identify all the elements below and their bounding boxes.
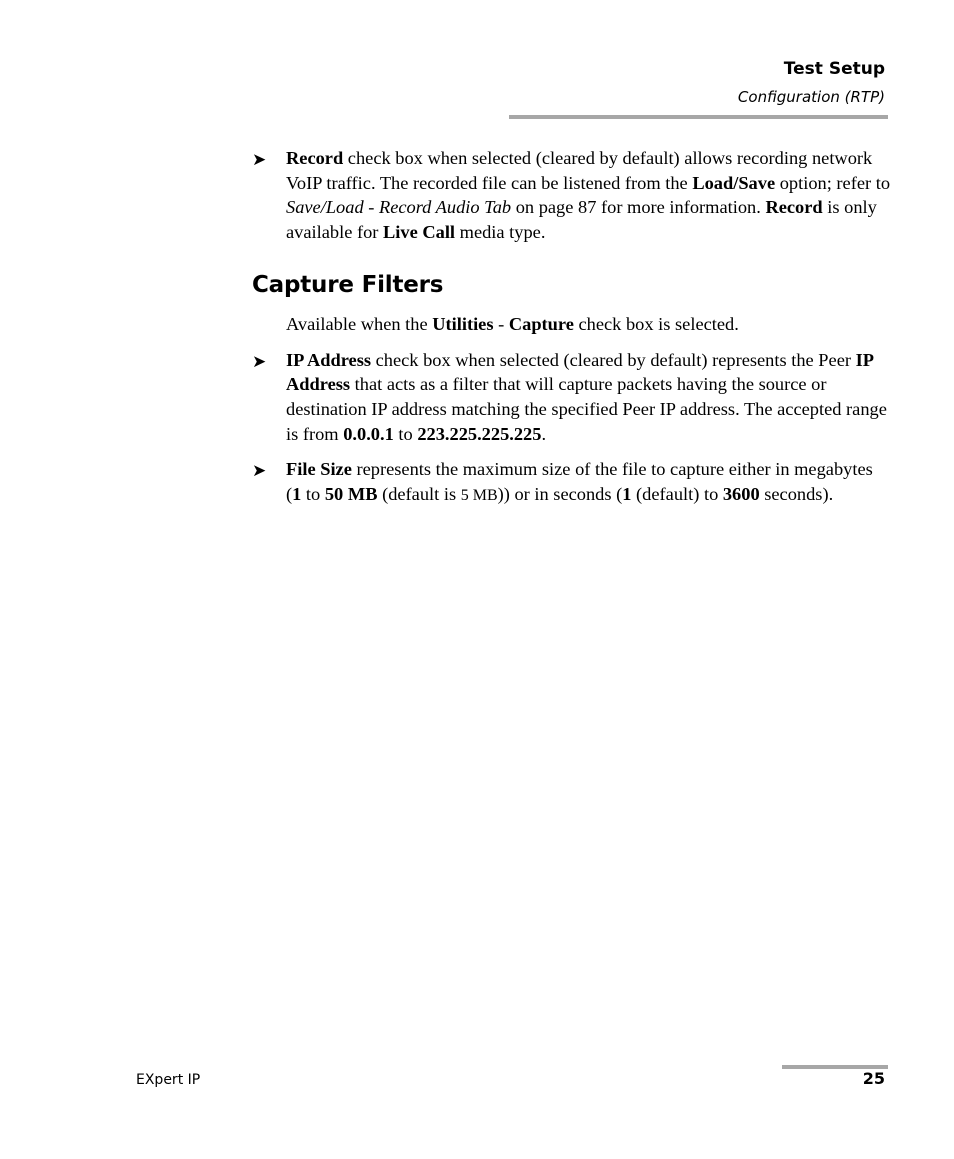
text: that acts as a filter that will capture packets having the source or destination IP address matching the specified Peer IP address. The accepted range is from	[286, 374, 887, 444]
page-header	[738, 58, 885, 108]
text: Available when the	[286, 313, 433, 334]
section-heading: Capture Filters	[252, 271, 444, 298]
text: is only available for	[286, 197, 877, 243]
term-utilities: Utilities	[432, 313, 494, 334]
capture-intro-paragraph	[252, 312, 892, 337]
chapter-title: Test Setup	[783, 59, 885, 79]
ip-address-bullet	[252, 348, 892, 447]
cross-reference-link[interactable]: Save/Load - Record Audio Tab	[286, 197, 512, 218]
arrowhead-right-icon: ➤	[252, 150, 267, 170]
term-ip-address: IP Address	[286, 349, 873, 395]
term-ip-address: IP Address	[286, 349, 372, 370]
default-megabytes: 5 MB	[460, 487, 498, 505]
text: (default is	[377, 484, 461, 505]
text: check box when selected (cleared by default) represents the Peer	[371, 349, 856, 370]
product-name: EXpert IP	[136, 1072, 201, 1088]
text: to	[393, 423, 418, 444]
text: check box when selected (cleared by default) allows recording network VoIP traffic. The recorded file can be listened from the	[286, 148, 873, 193]
min-megabytes: 1	[292, 484, 302, 505]
arrowhead-right-icon: ➤	[252, 351, 267, 372]
text: seconds).	[759, 484, 834, 505]
term-record: Record	[765, 197, 823, 218]
text: to	[301, 484, 325, 505]
page-number: 25	[862, 1069, 885, 1088]
term-capture: Capture	[508, 313, 574, 334]
text: )) or in seconds (	[497, 484, 623, 505]
header-divider	[509, 115, 888, 119]
section-subtitle: Configuration (RTP)	[737, 88, 885, 106]
min-seconds: 1	[622, 484, 632, 505]
text: option; refer to	[775, 172, 891, 193]
text: .	[541, 423, 547, 444]
max-megabytes: 50 MB	[324, 484, 378, 505]
term-record: Record	[286, 148, 344, 168]
text: media type.	[455, 222, 546, 243]
term-load-save: Load/Save	[692, 172, 776, 193]
text: -	[493, 313, 509, 334]
record-bullet	[252, 146, 892, 245]
range-from: 0.0.0.1	[343, 423, 394, 444]
text: represents the maximum size of the file to capture either in megabytes (	[286, 459, 873, 505]
page-body	[252, 146, 892, 520]
term-live-call: Live Call	[383, 222, 456, 243]
range-to: 223.225.225.225	[417, 423, 542, 444]
text: (default) to	[631, 484, 723, 505]
file-size-bullet	[252, 457, 892, 508]
text: check box is selected.	[573, 313, 739, 334]
text: on page 87 for more information.	[511, 197, 766, 218]
term-file-size: File Size	[286, 459, 352, 480]
max-seconds: 3600	[722, 484, 760, 505]
arrowhead-right-icon: ➤	[252, 461, 267, 482]
